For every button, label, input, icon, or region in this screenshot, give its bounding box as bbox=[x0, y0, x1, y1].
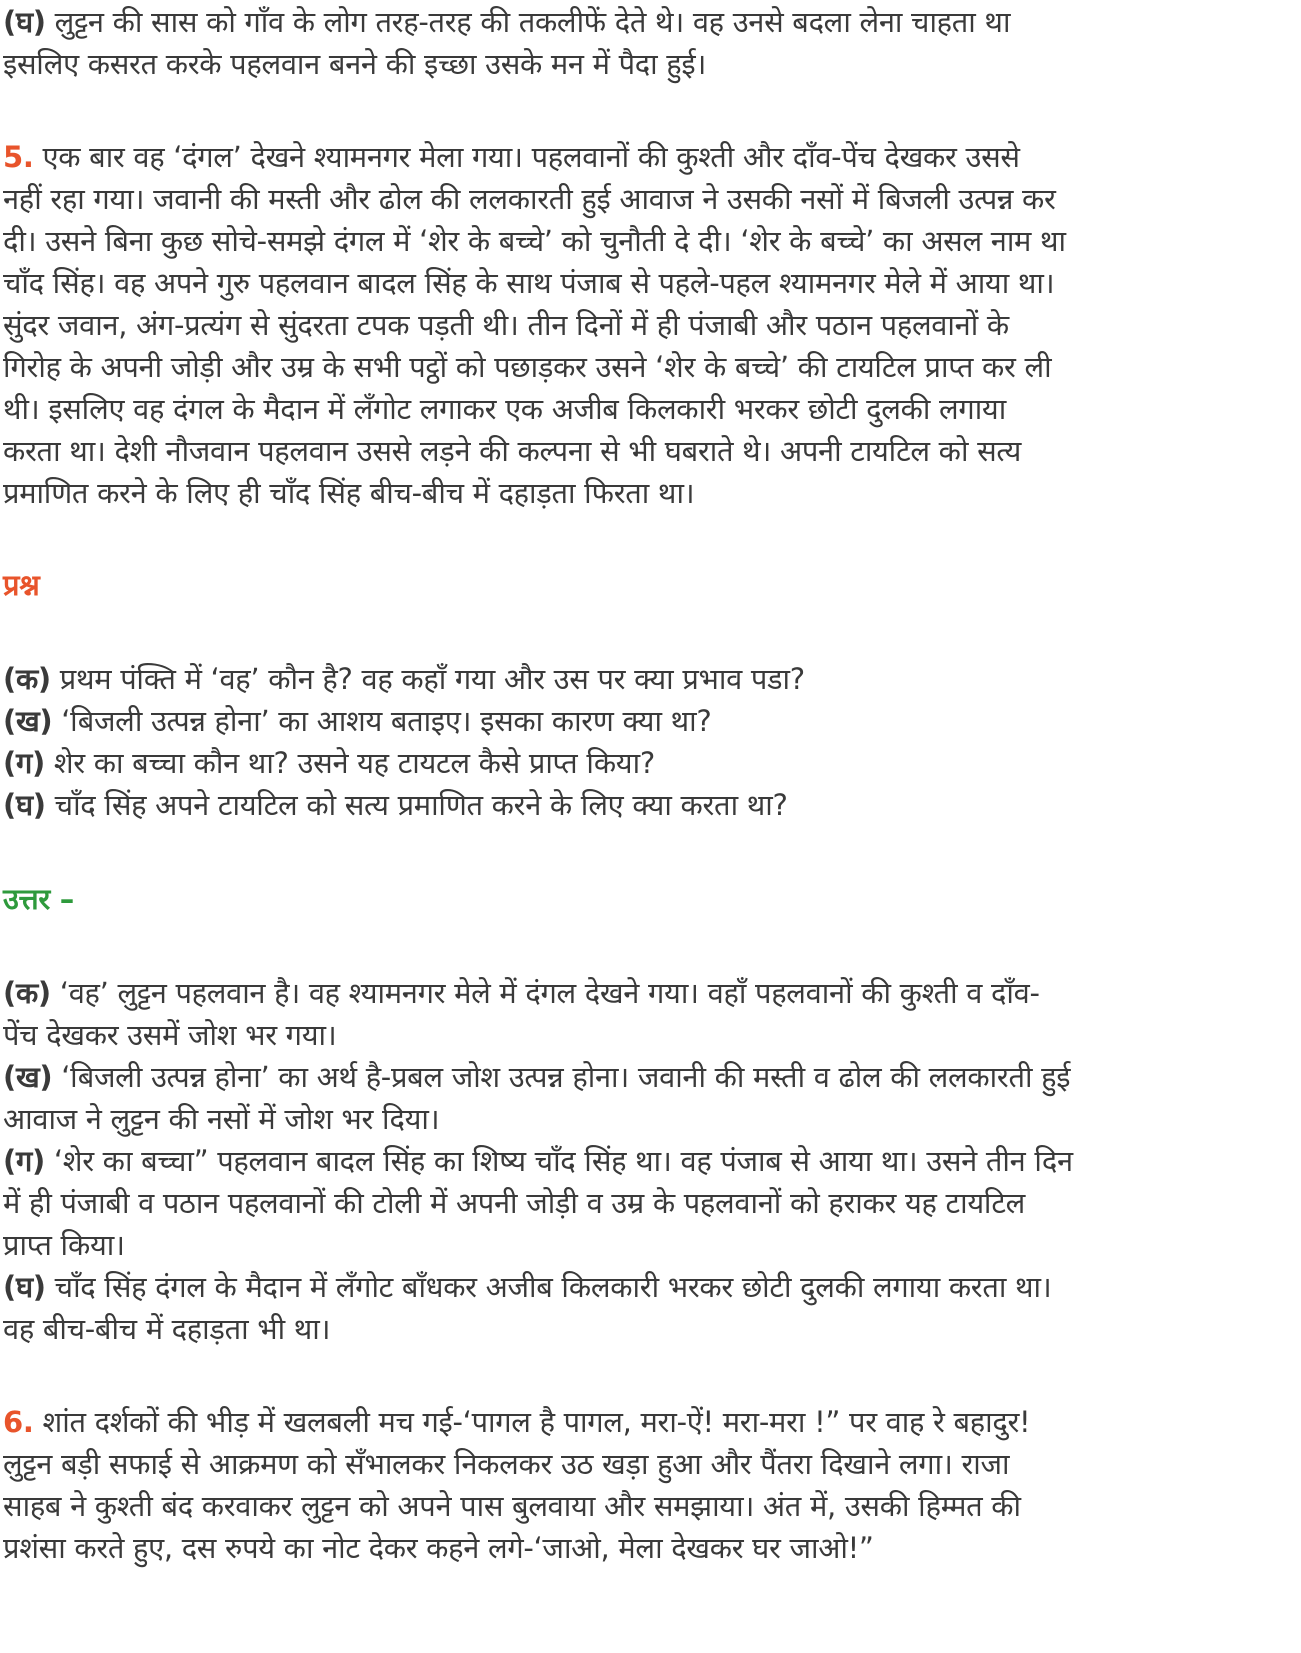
passage-5-line-1 bbox=[3, 135, 1020, 179]
answer-text: में ही पंजाबी व पठान पहलवानों की टोली में अपनी जोड़ी व उम्र के पहलवानों को हराकर यह टायटिल bbox=[3, 1186, 1026, 1220]
answer-text: वह बीच-बीच में दहाड़ता भी था। bbox=[3, 1312, 331, 1346]
answer-text: इसलिए कसरत करके पहलवान बनने की इच्छा उसके मन में पैदा हुई। bbox=[3, 47, 707, 81]
passage-number: 5. bbox=[3, 140, 34, 174]
answer-label: (ख) bbox=[3, 1060, 53, 1094]
question-label: (ख) bbox=[3, 704, 53, 738]
passage-5-line-4 bbox=[3, 261, 1054, 305]
passage-6-line-4 bbox=[3, 1526, 874, 1570]
answer-text: ‘बिजली उत्पन्न होना’ का अर्थ है-प्रबल जोश उत्पन्न होना। जवानी की मस्ती व ढोल की ललकारती हुई bbox=[52, 1060, 1071, 1094]
passage-text: सुंदर जवान, अंग-प्रत्यंग से सुंदरता टपक पड़ती थी। तीन दिनों में ही पंजाबी और पठान पहलवानों के bbox=[3, 308, 1009, 342]
passage-5-line-5 bbox=[3, 303, 1009, 347]
question-ka bbox=[3, 657, 805, 701]
answer-ka-line-2 bbox=[3, 1013, 336, 1057]
question-text: शेर का बच्चा कौन था? उसने यह टायटल कैसे प्राप्त किया? bbox=[44, 746, 655, 780]
answer-kha-line-2 bbox=[3, 1097, 439, 1141]
passage-5-line-9 bbox=[3, 471, 694, 515]
passage-6-line-3 bbox=[3, 1484, 1021, 1528]
question-label: (क) bbox=[3, 662, 51, 696]
answer-text: आवाज ने लुट्टन की नसों में जोश भर दिया। bbox=[3, 1102, 440, 1136]
answer-ga-line-1 bbox=[3, 1139, 1073, 1183]
passage-text: नहीं रहा गया। जवानी की मस्ती और ढोल की ललकारती हुई आवाज ने उसकी नसों में बिजली उत्पन्न कर bbox=[3, 182, 1056, 216]
question-text: चाँद सिंह अपने टायटिल को सत्य प्रमाणित करने के लिए क्या करता था? bbox=[45, 788, 788, 822]
answer-label: (क) bbox=[3, 976, 51, 1010]
section-heading: प्रश्न bbox=[3, 568, 40, 602]
passage-text: एक बार वह ‘दंगल’ देखने श्यामनगर मेला गया। पहलवानों की कुश्ती और दाँव-पेंच देखकर उससे bbox=[33, 140, 1020, 174]
answer-label: (घ) bbox=[3, 1270, 46, 1304]
questions-heading bbox=[3, 563, 39, 607]
prev-answer-gha-line-1 bbox=[3, 0, 1010, 44]
answer-kha-line-1 bbox=[3, 1055, 1070, 1099]
passage-text: गिरोह के अपनी जोड़ी और उम्र के सभी पट्ठों को पछाड़कर उसने ‘शेर के बच्चे’ की टायटिल प्राप्त कर ली bbox=[3, 350, 1052, 384]
passage-6-line-1 bbox=[3, 1400, 1030, 1444]
answer-ka-line-1 bbox=[3, 971, 1040, 1015]
answer-label: (ग) bbox=[3, 1144, 45, 1178]
question-ga bbox=[3, 741, 655, 785]
passage-5-line-8 bbox=[3, 429, 1021, 473]
passage-text: करता था। देशी नौजवान पहलवान उससे लड़ने की कल्पना से भी घबराते थे। अपनी टायटिल को सत्य bbox=[3, 434, 1022, 468]
passage-text: प्रशंसा करते हुए, दस रुपये का नोट देकर कहने लगे-‘जाओ, मेला देखकर घर जाओ!” bbox=[3, 1531, 874, 1565]
question-text: प्रथम पंक्ति में ‘वह’ कौन है? वह कहाँ गया और उस पर क्या प्रभाव पडा? bbox=[50, 662, 805, 696]
section-heading: उत्तर – bbox=[3, 882, 74, 916]
passage-5-line-2 bbox=[3, 177, 1056, 221]
passage-text: लुट्टन बड़ी सफाई से आक्रमण को सँभालकर निकलकर उठ खड़ा हुआ और पैंतरा दिखाने लगा। राजा bbox=[3, 1447, 1010, 1481]
answer-text: पेंच देखकर उसमें जोश भर गया। bbox=[3, 1018, 337, 1052]
answer-gha-line-1 bbox=[3, 1265, 1051, 1309]
passage-text: थी। इसलिए वह दंगल के मैदान में लँगोट लगाकर एक अजीब किलकारी भरकर छोटी दुलकी लगाया bbox=[3, 392, 1006, 426]
answer-text: लुट्टन की सास को गाँव के लोग तरह-तरह की तकलीफें देते थे। वह उनसे बदला लेना चाहता था bbox=[45, 5, 1011, 39]
answer-text: ‘वह’ लुट्टन पहलवान है। वह श्यामनगर मेले में दंगल देखने गया। वहाँ पहलवानों की कुश्ती व दाँव- bbox=[50, 976, 1040, 1010]
answer-text: ‘शेर का बच्चा” पहलवान बादल सिंह का शिष्य चाँद सिंह था। वह पंजाब से आया था। उसने तीन दिन bbox=[44, 1144, 1073, 1178]
answer-ga-line-2 bbox=[3, 1181, 1025, 1225]
question-gha bbox=[3, 783, 788, 827]
passage-5-line-3 bbox=[3, 219, 1066, 263]
passage-text: चाँद सिंह। वह अपने गुरु पहलवान बादल सिंह के साथ पंजाब से पहले-पहल श्यामनगर मेले में आया था। bbox=[3, 266, 1055, 300]
passage-text: दी। उसने बिना कुछ सोचे-समझे दंगल में ‘शेर के बच्चे’ को चुनौती दे दी। ‘शेर के बच्चे’ का असल नाम था bbox=[3, 224, 1066, 258]
question-label: (ग) bbox=[3, 746, 45, 780]
passage-5-line-7 bbox=[3, 387, 1006, 431]
answers-heading bbox=[3, 877, 74, 921]
prev-answer-gha-line-2 bbox=[3, 42, 706, 86]
answer-text: प्राप्त किया। bbox=[3, 1228, 125, 1262]
question-label: (घ) bbox=[3, 788, 46, 822]
passage-number: 6. bbox=[3, 1405, 34, 1439]
question-kha bbox=[3, 699, 711, 743]
answer-label-gha: (घ) bbox=[3, 5, 46, 39]
passage-6-line-2 bbox=[3, 1442, 1009, 1486]
passage-5-line-6 bbox=[3, 345, 1051, 389]
question-text: ‘बिजली उत्पन्न होना’ का आशय बताइए। इसका कारण क्या था? bbox=[52, 704, 712, 738]
passage-text: शांत दर्शकों की भीड़ में खलबली मच गई-‘पागल है पागल, मरा-ऐं! मरा-मरा !” पर वाह रे बहादुर! bbox=[33, 1405, 1031, 1439]
passage-text: प्रमाणित करने के लिए ही चाँद सिंह बीच-बीच में दहाड़ता फिरता था। bbox=[3, 476, 695, 510]
passage-text: साहब ने कुश्ती बंद करवाकर लुट्टन को अपने पास बुलवाया और समझाया। अंत में, उसकी हिम्मत की bbox=[3, 1489, 1021, 1523]
answer-ga-line-3 bbox=[3, 1223, 125, 1267]
answer-gha-line-2 bbox=[3, 1307, 330, 1351]
answer-text: चाँद सिंह दंगल के मैदान में लँगोट बाँधकर अजीब किलकारी भरकर छोटी दुलकी लगाया करता था। bbox=[45, 1270, 1052, 1304]
